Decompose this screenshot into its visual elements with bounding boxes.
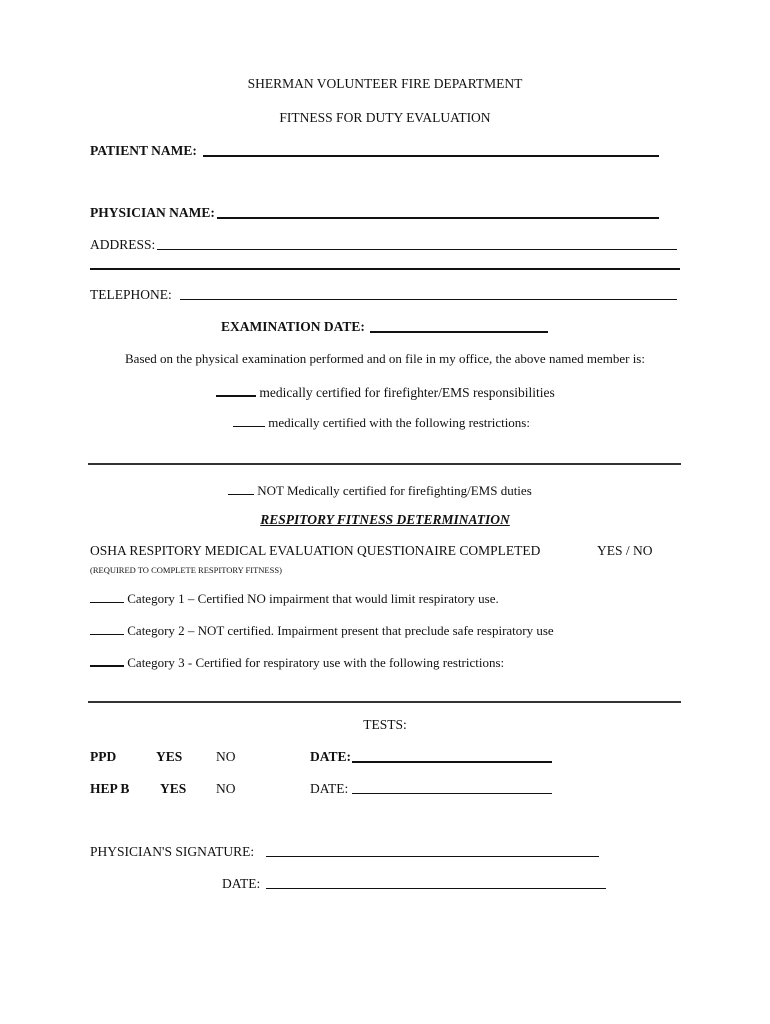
address-field[interactable] (157, 249, 677, 250)
hep-b-date-field[interactable] (352, 793, 552, 794)
ppd-no[interactable]: NO (216, 749, 236, 764)
category-1-checkline[interactable] (90, 589, 124, 603)
category-1-label: Category 1 – Certified NO impairment that would limit respiratory use. (127, 591, 499, 606)
certified-checkline[interactable] (216, 382, 256, 397)
physician-name-label: PHYSICIAN NAME: (90, 205, 215, 220)
patient-name-label: PATIENT NAME: (90, 143, 197, 158)
ppd-date-label: DATE: (310, 749, 352, 764)
physician-name-field[interactable] (217, 217, 659, 219)
hep-b-no[interactable]: NO (216, 781, 236, 796)
form-title: FITNESS FOR DUTY EVALUATION (279, 110, 491, 125)
signature-date-label: DATE: (222, 876, 261, 891)
ppd-yes[interactable]: YES (156, 749, 183, 764)
hep-b-date-label: DATE: (310, 781, 349, 796)
certified-option (216, 382, 555, 401)
test-name-ppd: PPD (90, 749, 117, 764)
examination-date-label: EXAMINATION DATE: (221, 319, 365, 334)
physician-signature-field[interactable] (266, 856, 599, 857)
address-field-line-2[interactable] (90, 268, 680, 270)
certified-label: medically certified for firefighter/EMS responsibilities (259, 385, 555, 400)
restrictions-writing-line[interactable] (88, 463, 681, 465)
category-3-label: Category 3 - Certified for respiratory use with the following restrictions: (127, 655, 505, 670)
telephone-label: TELEPHONE: (90, 287, 172, 302)
ppd-date-field[interactable] (352, 761, 552, 763)
certification-intro: Based on the physical examination performed and on file in my office, the above named member is: (125, 351, 645, 366)
osha-questionnaire-label: OSHA RESPITORY MEDICAL EVALUATION QUESTIONAIRE COMPLETED (90, 543, 541, 558)
department-name: SHERMAN VOLUNTEER FIRE DEPARTMENT (247, 76, 523, 91)
osha-yes-no[interactable]: YES / NO (597, 543, 653, 558)
not-certified-checkline[interactable] (228, 481, 254, 495)
physician-signature-label: PHYSICIAN'S SIGNATURE: (90, 844, 255, 859)
telephone-field[interactable] (180, 299, 677, 300)
address-label: ADDRESS: (90, 237, 156, 252)
category-1-option (90, 589, 499, 607)
restricted-label: medically certified with the following restrictions: (268, 415, 530, 430)
respiratory-required-note: (REQUIRED TO COMPLETE RESPITORY FITNESS) (90, 565, 282, 575)
examination-date-field[interactable] (370, 331, 548, 333)
category-3-checkline[interactable] (90, 652, 124, 667)
not-certified-option (228, 481, 532, 499)
category-3-option (90, 652, 504, 671)
tests-heading: TESTS: (363, 717, 407, 732)
signature-date-field[interactable] (266, 888, 606, 889)
hep-b-yes[interactable]: YES (160, 781, 187, 796)
respiratory-restrictions-line[interactable] (88, 701, 681, 703)
restricted-option (233, 413, 530, 431)
respiratory-heading: RESPITORY FITNESS DETERMINATION (260, 512, 510, 527)
not-certified-label: NOT Medically certified for firefighting/EMS duties (257, 483, 532, 498)
category-2-label: Category 2 – NOT certified. Impairment present that preclude safe respiratory use (127, 623, 554, 638)
restricted-checkline[interactable] (233, 413, 265, 427)
test-name-hep-b: HEP B (90, 781, 130, 796)
category-2-option (90, 621, 554, 639)
patient-name-field[interactable] (203, 155, 659, 157)
category-2-checkline[interactable] (90, 621, 124, 635)
